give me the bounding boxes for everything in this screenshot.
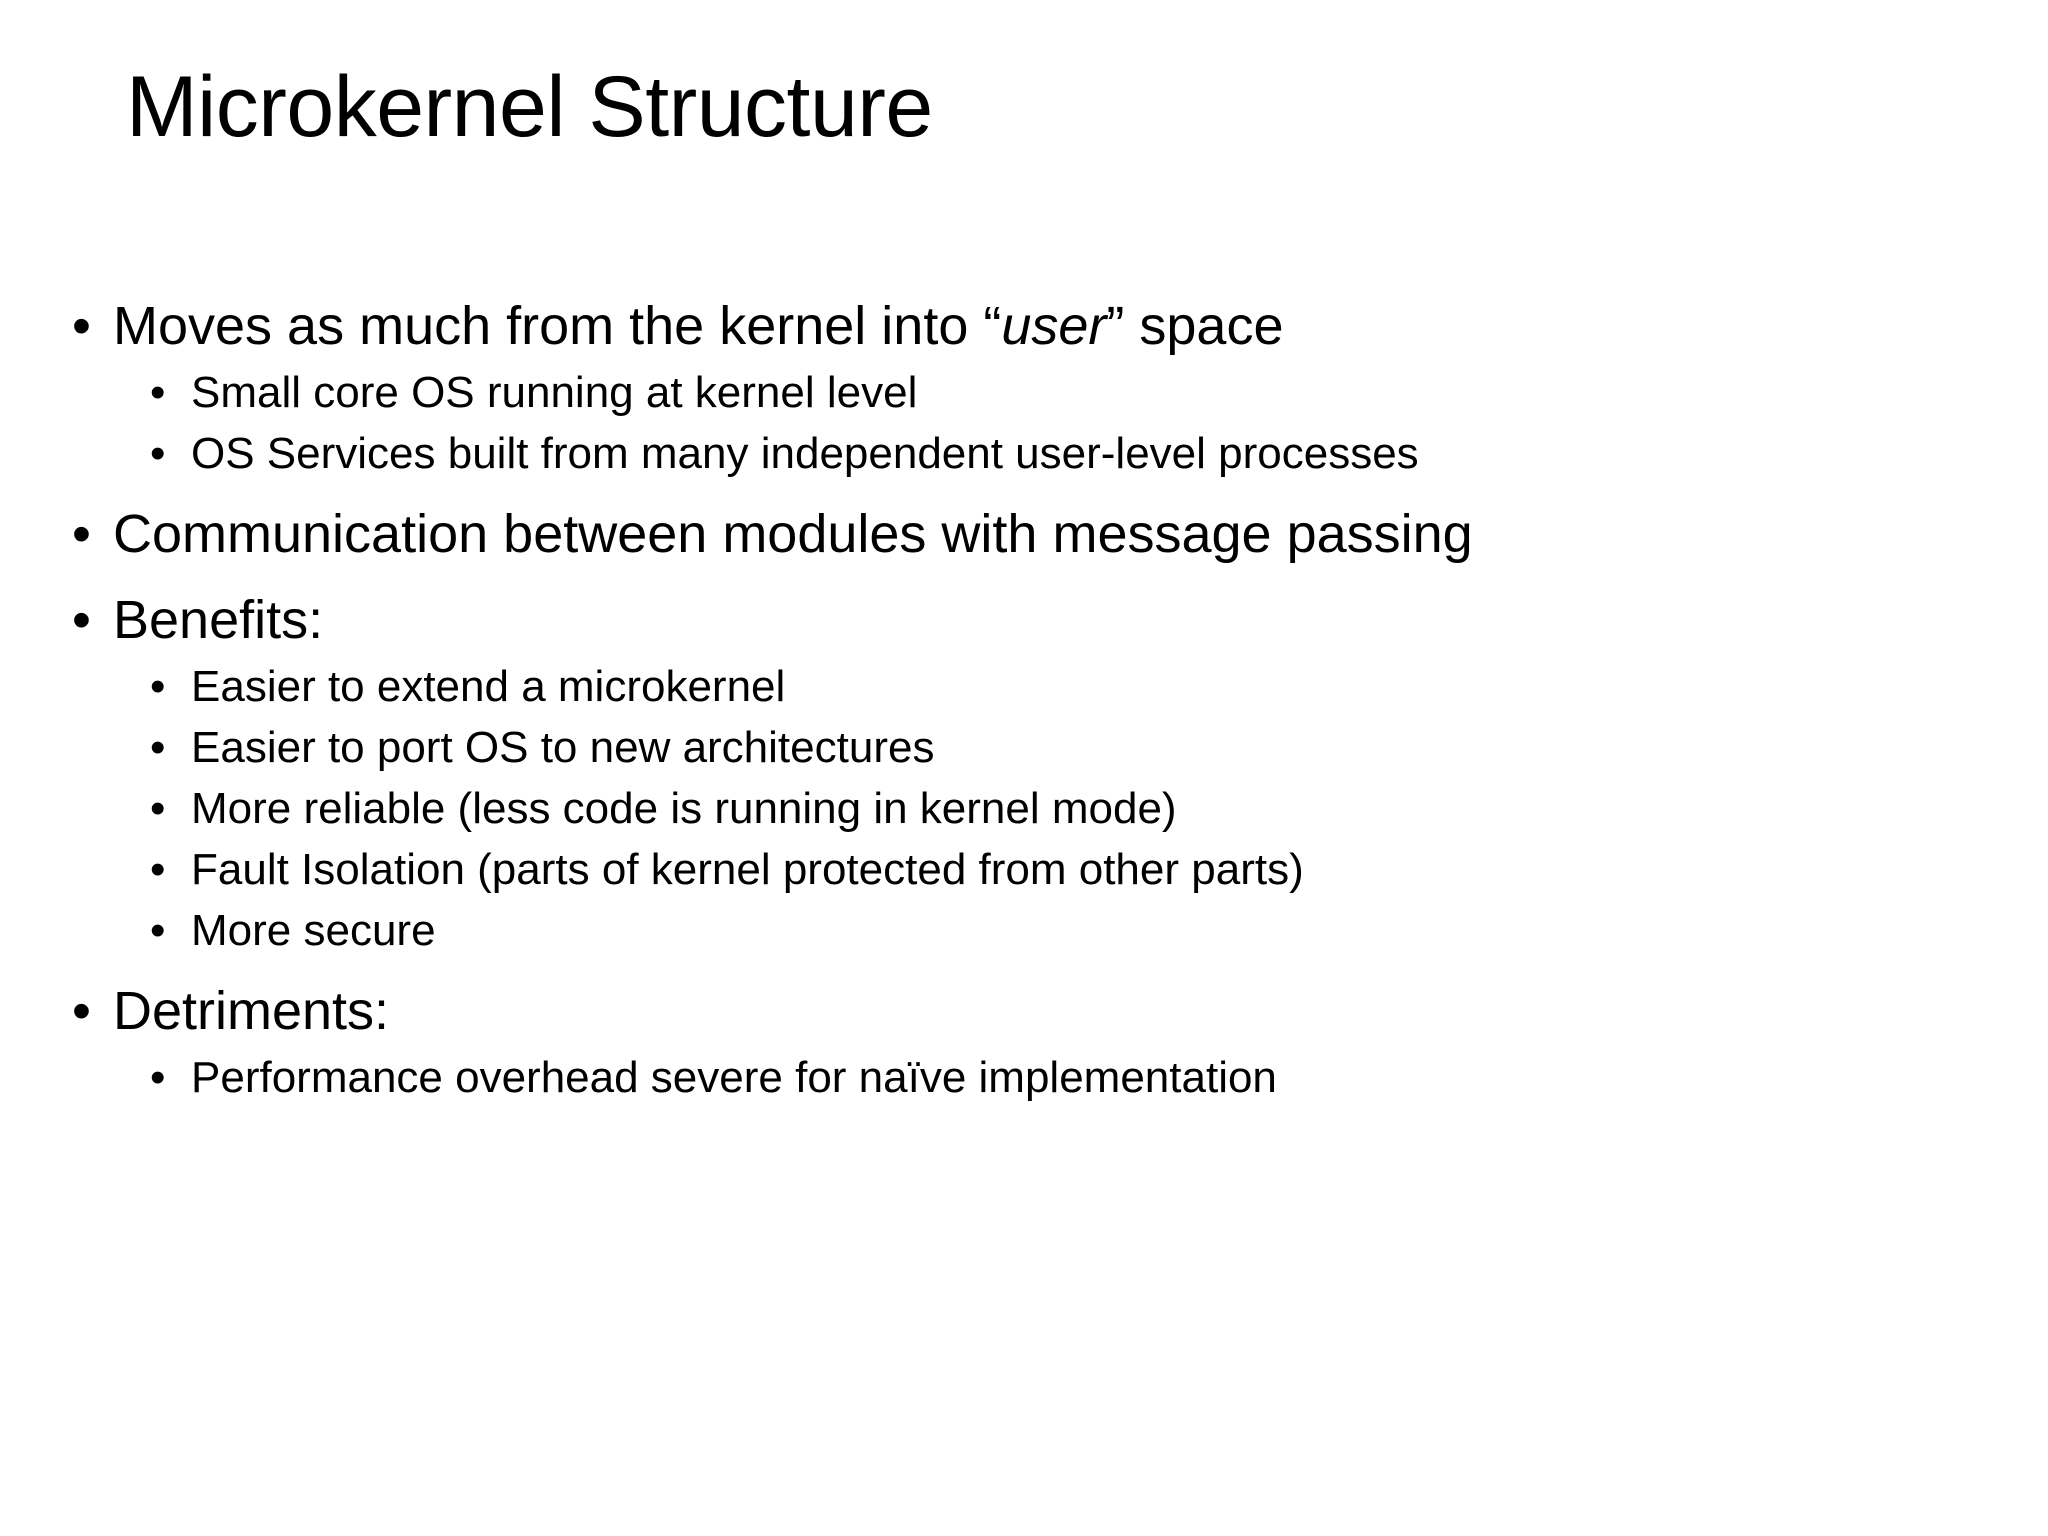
bullet-communication: • Communication between modules with message passing: [0, 498, 1900, 570]
sub-bullet: • Easier to port OS to new architectures: [0, 717, 1900, 778]
sub-bullet: • Performance overhead severe for naïve implementation: [0, 1047, 1900, 1108]
bullet-benefits: • Benefits:: [0, 584, 1900, 656]
sub-bullet: • OS Services built from many independent user-level processes: [0, 423, 1900, 484]
sub-bullet: • Small core OS running at kernel level: [0, 362, 1900, 423]
bullet-detriments: • Detriments:: [0, 975, 1900, 1047]
sub-bullet: • More secure: [0, 900, 1900, 961]
bullet-text-post: ” space: [1106, 296, 1284, 356]
bullet-list: [0, 290, 1900, 1108]
bullet-text-pre: Moves as much from the kernel into “: [113, 296, 1002, 356]
slide-title: Microkernel Structure: [126, 59, 933, 155]
sub-bullet: • Fault Isolation (parts of kernel protected from other parts): [0, 839, 1900, 900]
bullet-text-emphasis: user: [1001, 296, 1107, 356]
bullet-user-space: [0, 290, 1900, 362]
sub-bullet: • More reliable (less code is running in kernel mode): [0, 778, 1900, 839]
sub-bullet: • Easier to extend a microkernel: [0, 656, 1900, 717]
